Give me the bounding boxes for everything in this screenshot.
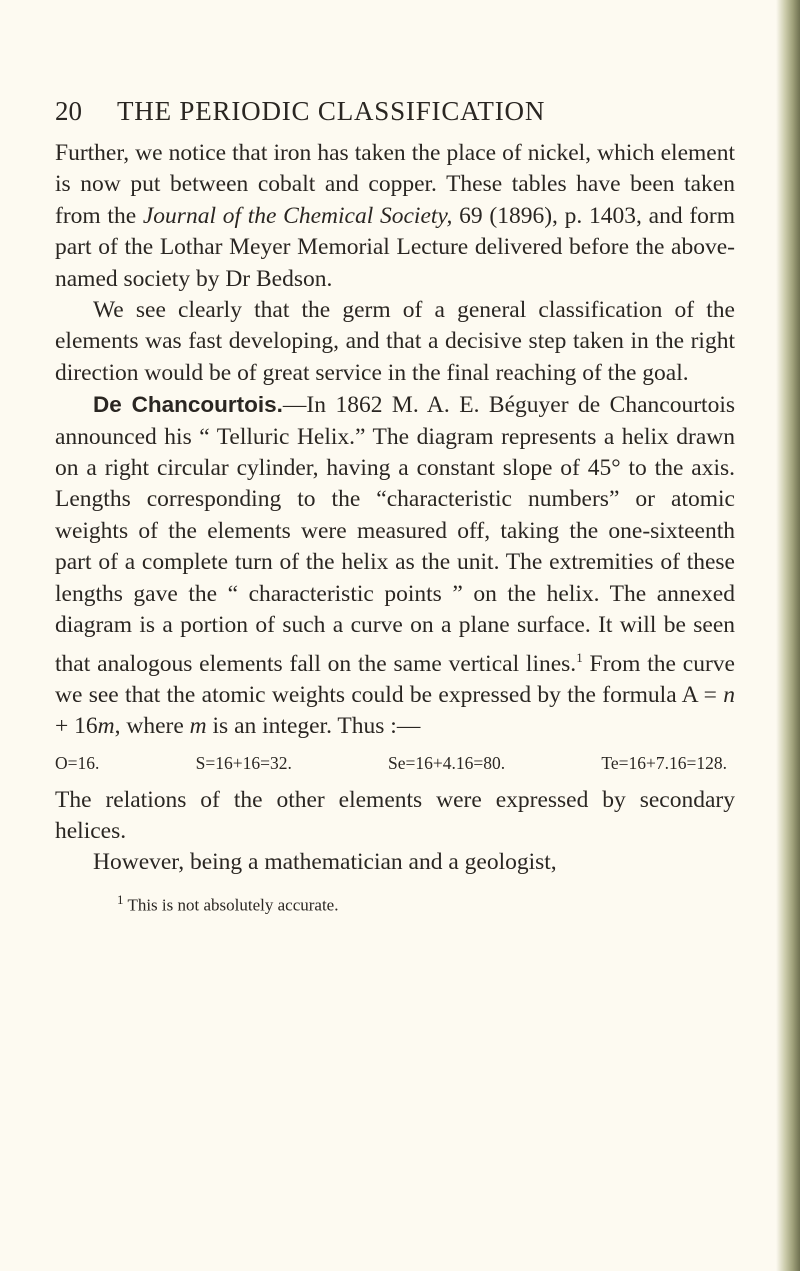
running-head — [55, 96, 735, 130]
page-edge-shadow — [776, 0, 800, 1271]
formula-sulphur: S=16+16=32. — [195, 752, 292, 773]
section-heading-de-chancourtois: De Chancourtois. — [93, 392, 283, 418]
footnote-text: This is not absolutely accurate. — [123, 895, 339, 915]
formula-oxygen: O=16. — [55, 752, 100, 773]
formula-tellurium: Te=16+7.16=128. — [601, 752, 727, 773]
paragraph-iron-nickel: Further, we notice that iron has taken the place of nickel, which element is now put between cobalt and copper. These tables have been taken from the Journal of the Chemical Society, 69 (1896), p. 1403, and form part of the Lothar Meyer Memorial Lecture delivered before the above-named society by Dr Bedson. — [55, 140, 735, 292]
body-text — [55, 138, 735, 879]
journal-title: Journal of the Chemical Society, — [142, 202, 453, 229]
page-number: 20 — [55, 96, 82, 126]
paragraph-general-classification: We see clearly that the germ of a general classification of the elements was fast developing, and that a decisive step taken in the right direction would be of great service in the final reaching of the goal. — [55, 297, 735, 386]
footnote-mark: 1 — [117, 892, 124, 907]
paragraph-secondary-helices: The relations of the other elements were expressed by secondary helices. — [55, 786, 735, 844]
formula-selenium: Se=16+4.16=80. — [388, 752, 506, 773]
running-title: THE PERIODIC CLASSIFICATION — [117, 96, 546, 126]
formula-line — [55, 749, 735, 777]
footnote — [117, 892, 338, 916]
footnote-reference: 1 — [576, 649, 583, 665]
paragraph-however: However, being a mathematician and a geologist, — [93, 849, 557, 876]
paragraph-de-chancourtois: De Chancourtois.—In 1862 M. A. E. Béguyer de Chancourtois announced his “ Telluric Helix.” The diagram represents a helix drawn on a right circular cylinder, having a constant slope of 45° to the axis. Lengths corresponding to the “characteristic numbers” or atomic weights of the elements were measured off, taking the one-sixteenth part of a complete turn of the helix as the unit. The extremities of these lengths gave the “ characteristic points ” on the helix. The annexed diagram is a portion of such a curve on a plane surface. It will be seen that analogous elements fall on the same vertical lines.$^1$ From the curve we see that the atomic weights could be expressed by the formula A = n + 16m, where m is an integer. Thus :— — [55, 392, 735, 740]
